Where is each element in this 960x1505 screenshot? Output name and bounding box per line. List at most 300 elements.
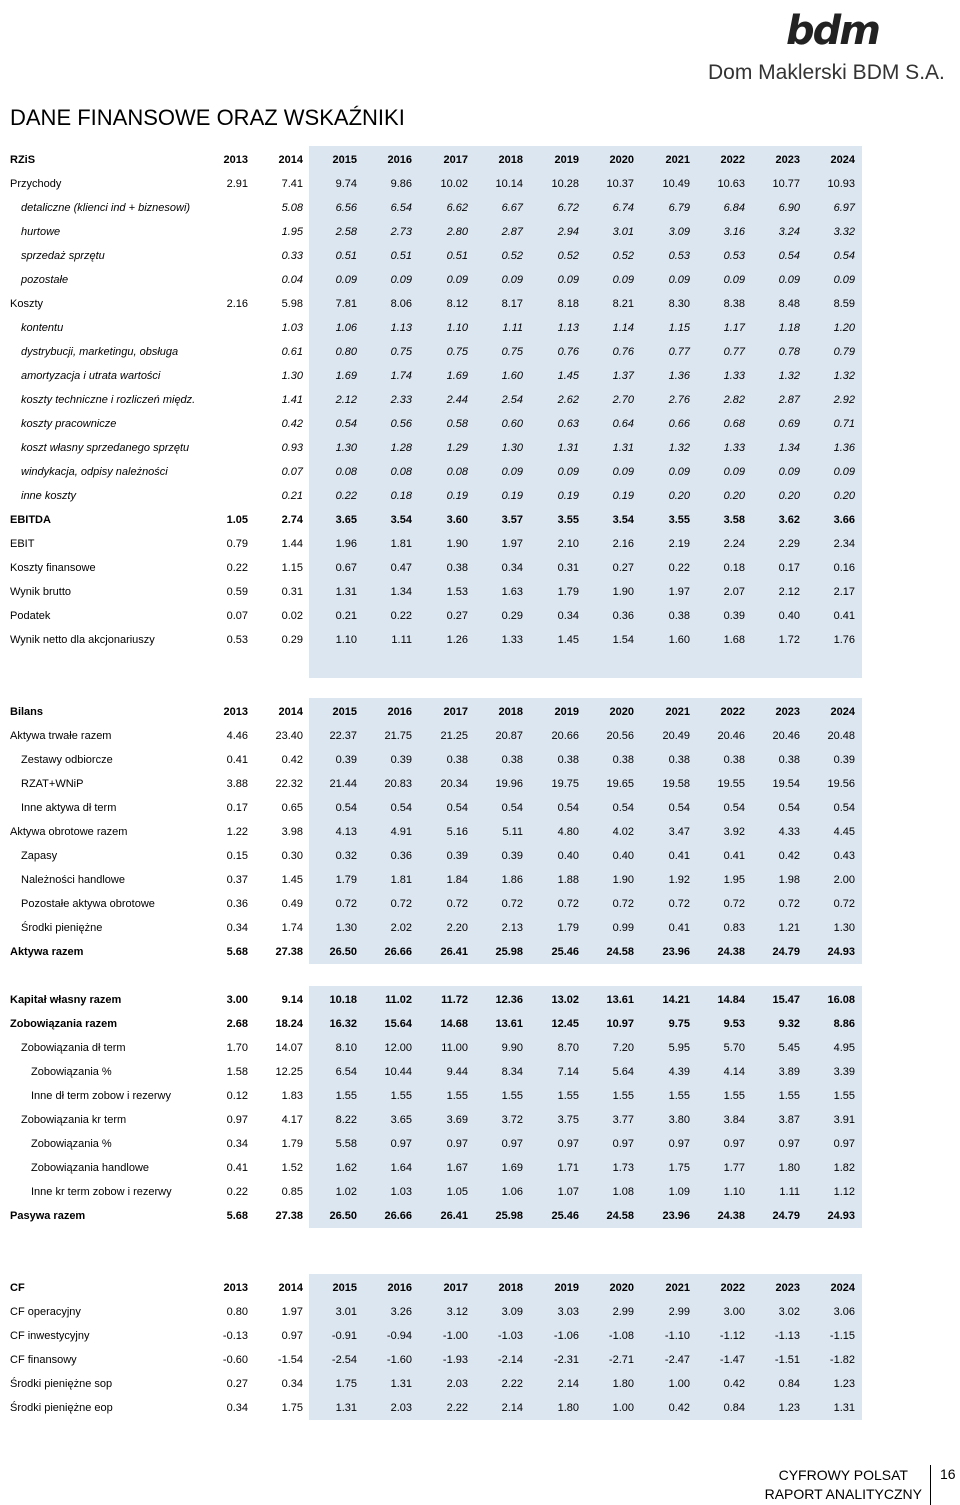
table-cell: 0.42 xyxy=(723,1378,745,1390)
table-cell: 1.33 xyxy=(723,370,745,382)
table-cell: 1.90 xyxy=(612,874,634,886)
table-cell: 0.97 xyxy=(612,1138,634,1150)
table-cell: 8.86 xyxy=(833,1018,855,1030)
table-cell: -1.51 xyxy=(774,1354,800,1366)
table-cell: 0.97 xyxy=(281,1330,303,1342)
table-cell: 2.62 xyxy=(557,394,579,406)
table-cell: 2021 xyxy=(665,706,690,718)
table-cell: 4.80 xyxy=(557,826,579,838)
table-cell: 0.41 xyxy=(226,754,248,766)
row-label: koszty pracownicze xyxy=(21,418,117,430)
table-cell: 0.27 xyxy=(226,1378,248,1390)
table-cell: 0.40 xyxy=(778,610,800,622)
table-cell: 1.95 xyxy=(723,874,745,886)
table-cell: 25.46 xyxy=(551,946,579,958)
table-cell: 0.52 xyxy=(501,250,523,262)
table-cell: 3.88 xyxy=(226,778,248,790)
table-cell: 2021 xyxy=(665,1282,690,1294)
table-cell: 10.18 xyxy=(329,994,357,1006)
row-label: koszty techniczne i rozliczeń międz. xyxy=(21,394,196,406)
footer-report-type: RAPORT ANALITYCZNY xyxy=(764,1486,922,1502)
table-cell: 3.12 xyxy=(446,1306,468,1318)
row-label: EBIT xyxy=(10,538,35,550)
table-cell: 0.54 xyxy=(335,802,357,814)
table-cell: 0.07 xyxy=(281,466,303,478)
table-cell: -2.54 xyxy=(331,1354,357,1366)
table-row xyxy=(0,508,960,532)
table-cell: 3.55 xyxy=(668,514,690,526)
row-label: amortyzacja i utrata wartości xyxy=(21,370,161,382)
table-cell: 3.16 xyxy=(723,226,745,238)
table-cell: -1.47 xyxy=(719,1354,745,1366)
table-row xyxy=(0,940,960,964)
table-cell: 0.66 xyxy=(668,418,690,430)
row-label: Należności handlowe xyxy=(21,874,125,886)
row-label: pozostałe xyxy=(21,274,69,286)
table-cell: 6.84 xyxy=(723,202,745,214)
table-cell: 20.87 xyxy=(495,730,523,742)
table-cell: 2015 xyxy=(332,706,357,718)
table-cell: 8.12 xyxy=(446,298,468,310)
table-cell: 1.54 xyxy=(612,634,634,646)
table-cell: 26.41 xyxy=(440,1210,468,1222)
table-cell: 19.56 xyxy=(827,778,855,790)
table-cell: 1.29 xyxy=(446,442,468,454)
table-cell: 0.20 xyxy=(778,490,800,502)
table-cell: 2023 xyxy=(775,706,800,718)
table-cell: 1.02 xyxy=(335,1186,357,1198)
table-cell: 2.76 xyxy=(668,394,690,406)
table-cell: 1.79 xyxy=(335,874,357,886)
table-row xyxy=(0,1372,960,1396)
table-cell: 1.79 xyxy=(557,586,579,598)
table-cell: 2.02 xyxy=(390,922,412,934)
table-cell: 1.07 xyxy=(557,1186,579,1198)
table-cell: 3.01 xyxy=(335,1306,357,1318)
table-cell: 0.21 xyxy=(281,490,303,502)
table-cell: 0.33 xyxy=(281,250,303,262)
table-cell: 2.12 xyxy=(778,586,800,598)
table-cell: 0.39 xyxy=(723,610,745,622)
table-cell: 0.09 xyxy=(612,466,634,478)
table-cell: 2018 xyxy=(498,706,523,718)
table-cell: 1.41 xyxy=(281,394,303,406)
table-cell: 0.61 xyxy=(281,346,303,358)
table-cell: 2013 xyxy=(223,154,248,166)
table-cell: 1.95 xyxy=(281,226,303,238)
table-cell: 0.08 xyxy=(390,466,412,478)
table-cell: 0.39 xyxy=(446,850,468,862)
table-cell: 0.38 xyxy=(723,754,745,766)
table-row xyxy=(0,604,960,628)
table-cell: 1.90 xyxy=(446,538,468,550)
table-cell: 2019 xyxy=(554,706,579,718)
table-cell: 2.16 xyxy=(612,538,634,550)
table-cell: 1.64 xyxy=(390,1162,412,1174)
table-cell: 8.59 xyxy=(833,298,855,310)
table-cell: 0.29 xyxy=(501,610,523,622)
table-cell: 0.65 xyxy=(281,802,303,814)
table-cell: 1.79 xyxy=(557,922,579,934)
table-cell: 0.41 xyxy=(833,610,855,622)
table-row xyxy=(0,820,960,844)
table-cell: 2.07 xyxy=(723,586,745,598)
table-cell: 2.33 xyxy=(390,394,412,406)
table-row xyxy=(0,1348,960,1372)
table-cell: 1.30 xyxy=(335,922,357,934)
table-cell: 1.30 xyxy=(281,370,303,382)
table-cell: 3.06 xyxy=(833,1306,855,1318)
pasywa-table xyxy=(0,988,960,1228)
table-cell: 1.75 xyxy=(281,1402,303,1414)
table-cell: 0.47 xyxy=(390,562,412,574)
table-cell: 0.09 xyxy=(390,274,412,286)
table-cell: 0.22 xyxy=(335,490,357,502)
table-cell: 10.14 xyxy=(495,178,523,190)
table-cell: 2.17 xyxy=(833,586,855,598)
table-cell: -2.47 xyxy=(664,1354,690,1366)
table-cell: 1.55 xyxy=(778,1090,800,1102)
table-cell: 1.74 xyxy=(281,922,303,934)
table-cell: 1.68 xyxy=(723,634,745,646)
table-cell: 24.58 xyxy=(606,1210,634,1222)
table-row xyxy=(0,1324,960,1348)
row-label: hurtowe xyxy=(21,226,61,238)
table-cell: 1.34 xyxy=(390,586,412,598)
table-cell: 1.05 xyxy=(446,1186,468,1198)
table-cell: 1.75 xyxy=(668,1162,690,1174)
table-cell: 3.91 xyxy=(833,1114,855,1126)
table-cell: 6.79 xyxy=(668,202,690,214)
table-cell: 0.51 xyxy=(446,250,468,262)
table-cell: 1.33 xyxy=(723,442,745,454)
table-cell: 0.16 xyxy=(833,562,855,574)
table-cell: 2.22 xyxy=(446,1402,468,1414)
table-cell: 14.07 xyxy=(275,1042,303,1054)
table-cell: 20.48 xyxy=(827,730,855,742)
table-cell: 1.76 xyxy=(833,634,855,646)
table-cell: 1.33 xyxy=(501,634,523,646)
table-cell: 0.09 xyxy=(446,274,468,286)
table-cell: 2023 xyxy=(775,1282,800,1294)
row-label: Zobowiązania razem xyxy=(10,1018,117,1030)
table-cell: 0.22 xyxy=(226,562,248,574)
table-cell: 1.20 xyxy=(833,322,855,334)
table-cell: 19.75 xyxy=(551,778,579,790)
table-cell: 0.20 xyxy=(833,490,855,502)
table-cell: 1.00 xyxy=(668,1378,690,1390)
table-cell: 0.42 xyxy=(281,754,303,766)
table-cell: 14.21 xyxy=(662,994,690,1006)
table-cell: 0.09 xyxy=(501,274,523,286)
table-cell: 0.32 xyxy=(335,850,357,862)
table-cell: 1.08 xyxy=(612,1186,634,1198)
table-cell: 3.62 xyxy=(778,514,800,526)
table-cell: 1.55 xyxy=(833,1090,855,1102)
table-row xyxy=(0,988,960,1012)
table-cell: 1.34 xyxy=(778,442,800,454)
table-cell: -2.71 xyxy=(608,1354,634,1366)
table-cell: 25.98 xyxy=(495,946,523,958)
table-cell: 4.95 xyxy=(833,1042,855,1054)
table-cell: 1.81 xyxy=(390,874,412,886)
logo-mark-text: bdm xyxy=(786,8,879,54)
table-cell: 0.09 xyxy=(557,274,579,286)
table-cell: 1.58 xyxy=(226,1066,248,1078)
row-label: koszt własny sprzedanego sprzętu xyxy=(21,442,190,454)
table-row xyxy=(0,220,960,244)
table-cell: 1.31 xyxy=(833,1402,855,1414)
table-cell: 0.19 xyxy=(446,490,468,502)
table-cell: 3.02 xyxy=(778,1306,800,1318)
table-cell: 6.97 xyxy=(833,202,855,214)
table-cell: 5.68 xyxy=(226,946,248,958)
table-cell: 16.32 xyxy=(329,1018,357,1030)
table-cell: 1.69 xyxy=(335,370,357,382)
table-row xyxy=(0,532,960,556)
table-cell: 10.49 xyxy=(662,178,690,190)
table-cell: 0.19 xyxy=(501,490,523,502)
table-cell: 0.20 xyxy=(668,490,690,502)
table-cell: 0.72 xyxy=(778,898,800,910)
table-cell: 2.99 xyxy=(612,1306,634,1318)
table-cell: 0.97 xyxy=(501,1138,523,1150)
table-cell: 1.11 xyxy=(779,1186,800,1198)
table-cell: 4.46 xyxy=(226,730,248,742)
table-cell: 3.80 xyxy=(668,1114,690,1126)
row-label: detaliczne (klienci ind + biznesowi) xyxy=(21,202,191,214)
table-cell: 3.75 xyxy=(557,1114,579,1126)
table-cell: 2016 xyxy=(387,1282,412,1294)
table-cell: 2.70 xyxy=(612,394,634,406)
table-cell: 0.54 xyxy=(833,802,855,814)
table-cell: 0.15 xyxy=(226,850,248,862)
table-cell: 2.80 xyxy=(446,226,468,238)
table-cell: 1.96 xyxy=(335,538,357,550)
table-cell: 1.55 xyxy=(501,1090,523,1102)
table-row xyxy=(0,772,960,796)
table-cell: 0.17 xyxy=(226,802,248,814)
table-row xyxy=(0,1084,960,1108)
table-cell: -1.93 xyxy=(442,1354,468,1366)
table-cell: 4.91 xyxy=(390,826,412,838)
table-cell: 1.13 xyxy=(390,322,412,334)
table-cell: 21.75 xyxy=(384,730,412,742)
table-cell: 1.55 xyxy=(723,1090,745,1102)
page-title: DANE FINANSOWE ORAZ WSKAŹNIKI xyxy=(10,105,405,130)
table-cell: 3.32 xyxy=(833,226,855,238)
table-cell: 11.00 xyxy=(441,1042,468,1054)
table-cell: 1.70 xyxy=(226,1042,248,1054)
table-cell: 0.72 xyxy=(612,898,634,910)
table-cell: 0.56 xyxy=(390,418,412,430)
table-cell: 1.74 xyxy=(390,370,412,382)
table-cell: 0.18 xyxy=(390,490,412,502)
table-cell: 2018 xyxy=(498,1282,523,1294)
table-cell: 0.54 xyxy=(390,802,412,814)
table-cell: 1.55 xyxy=(335,1090,357,1102)
table-row xyxy=(0,1036,960,1060)
table-cell: 0.42 xyxy=(778,850,800,862)
row-label: kontentu xyxy=(21,322,64,334)
table-cell: 1.45 xyxy=(557,370,579,382)
table-cell: -1.08 xyxy=(608,1330,634,1342)
table-cell: 7.41 xyxy=(281,178,303,190)
table-cell: 0.72 xyxy=(668,898,690,910)
row-label: Środki pieniężne xyxy=(21,922,103,934)
table-cell: 3.09 xyxy=(668,226,690,238)
table-cell: 12.45 xyxy=(551,1018,579,1030)
table-cell: 15.47 xyxy=(772,994,800,1006)
table-cell: 0.97 xyxy=(226,1114,248,1126)
table-cell: 3.69 xyxy=(446,1114,468,1126)
table-cell: 1.31 xyxy=(612,442,634,454)
table-cell: 1.81 xyxy=(390,538,412,550)
table-cell: 0.78 xyxy=(778,346,800,358)
table-cell: 0.41 xyxy=(723,850,745,862)
table-cell: 1.15 xyxy=(668,322,690,334)
table-cell: 0.79 xyxy=(226,538,248,550)
table-cell: 0.38 xyxy=(501,754,523,766)
table-cell: 0.54 xyxy=(723,802,745,814)
logo-text: Dom Maklerski BDM S.A. xyxy=(708,61,945,84)
table-cell: 10.44 xyxy=(384,1066,412,1078)
table-cell: 0.72 xyxy=(446,898,468,910)
table-cell: 0.54 xyxy=(833,250,855,262)
table-cell: 24.93 xyxy=(827,946,855,958)
table-cell: 1.83 xyxy=(281,1090,303,1102)
table-row xyxy=(0,484,960,508)
table-cell: 23.96 xyxy=(662,946,690,958)
table-cell: 3.98 xyxy=(281,826,303,838)
header-row xyxy=(0,1276,960,1300)
table-cell: 0.19 xyxy=(557,490,579,502)
table-cell: 0.51 xyxy=(335,250,357,262)
table-cell: 27.38 xyxy=(275,946,303,958)
table-cell: 0.83 xyxy=(723,922,745,934)
table-cell: -1.15 xyxy=(829,1330,855,1342)
table-cell: 0.77 xyxy=(723,346,745,358)
table-cell: 1.30 xyxy=(501,442,523,454)
row-label: Koszty xyxy=(10,298,44,310)
table-cell: 1.13 xyxy=(557,322,579,334)
table-cell: 3.00 xyxy=(226,994,248,1006)
row-label: Inne aktywa dł term xyxy=(21,802,117,814)
table-cell: 1.53 xyxy=(446,586,468,598)
table-cell: 3.24 xyxy=(778,226,800,238)
row-label: CF xyxy=(10,1282,25,1294)
row-label: Zobowiązania kr term xyxy=(21,1114,127,1126)
row-label: Zobowiązania % xyxy=(31,1066,112,1078)
table-cell: 2.14 xyxy=(557,1378,579,1390)
table-cell: 9.74 xyxy=(335,178,357,190)
table-cell: 8.18 xyxy=(557,298,579,310)
table-cell: 0.21 xyxy=(335,610,357,622)
table-cell: 1.10 xyxy=(723,1186,745,1198)
table-cell: 3.65 xyxy=(335,514,357,526)
table-row xyxy=(0,1300,960,1324)
table-cell: 23.96 xyxy=(662,1210,690,1222)
table-cell: 5.11 xyxy=(502,826,523,838)
table-cell: 1.90 xyxy=(612,586,634,598)
table-cell: 3.55 xyxy=(557,514,579,526)
table-cell: 2.13 xyxy=(501,922,523,934)
table-cell: 0.12 xyxy=(226,1090,248,1102)
table-cell: 2019 xyxy=(554,1282,579,1294)
table-cell: 2.03 xyxy=(446,1378,468,1390)
table-cell: 0.54 xyxy=(668,802,690,814)
table-cell: 5.98 xyxy=(281,298,303,310)
table-cell: -0.91 xyxy=(331,1330,357,1342)
table-cell: 1.06 xyxy=(335,322,357,334)
table-cell: 0.09 xyxy=(778,466,800,478)
table-cell: 0.20 xyxy=(723,490,745,502)
table-cell: 1.92 xyxy=(668,874,690,886)
table-cell: 4.17 xyxy=(281,1114,303,1126)
table-cell: 13.61 xyxy=(495,1018,523,1030)
table-cell: 10.97 xyxy=(606,1018,634,1030)
table-cell: 1.14 xyxy=(612,322,634,334)
table-cell: 0.38 xyxy=(668,610,690,622)
table-cell: 24.38 xyxy=(717,946,745,958)
table-cell: 2.91 xyxy=(226,178,248,190)
table-cell: 1.12 xyxy=(833,1186,855,1198)
logo-mark xyxy=(786,8,879,54)
table-cell: 2013 xyxy=(223,1282,248,1294)
table-cell: 0.59 xyxy=(226,586,248,598)
table-cell: 0.80 xyxy=(226,1306,248,1318)
table-cell: 2.73 xyxy=(390,226,412,238)
row-label: Zestawy odbiorcze xyxy=(21,754,113,766)
table-cell: -1.60 xyxy=(386,1354,412,1366)
table-row xyxy=(0,1012,960,1036)
row-label: RZiS xyxy=(10,154,36,166)
table-cell: 0.58 xyxy=(446,418,468,430)
table-cell: 10.93 xyxy=(827,178,855,190)
table-cell: 1.45 xyxy=(281,874,303,886)
table-cell: 1.31 xyxy=(557,442,579,454)
table-cell: 1.36 xyxy=(668,370,690,382)
table-cell: 0.39 xyxy=(390,754,412,766)
table-cell: 6.54 xyxy=(335,1066,357,1078)
table-cell: 2023 xyxy=(775,154,800,166)
table-cell: 3.58 xyxy=(723,514,745,526)
table-cell: 10.63 xyxy=(717,178,745,190)
table-cell: 0.34 xyxy=(557,610,579,622)
table-cell: 0.34 xyxy=(501,562,523,574)
cf-table xyxy=(0,1276,960,1420)
table-cell: 2014 xyxy=(278,154,303,166)
table-cell: 8.70 xyxy=(557,1042,579,1054)
table-cell: 0.72 xyxy=(390,898,412,910)
table-cell: 0.36 xyxy=(612,610,634,622)
row-label: dystrybucji, marketingu, obsługa xyxy=(21,346,179,358)
table-cell: -0.94 xyxy=(386,1330,412,1342)
table-cell: 1.55 xyxy=(612,1090,634,1102)
table-cell: 1.21 xyxy=(778,922,800,934)
table-cell: 0.07 xyxy=(226,610,248,622)
table-cell: 0.60 xyxy=(501,418,523,430)
table-cell: 2014 xyxy=(278,1282,303,1294)
table-cell: 0.54 xyxy=(557,802,579,814)
table-cell: 0.08 xyxy=(446,466,468,478)
table-cell: 2019 xyxy=(554,154,579,166)
table-cell: 0.52 xyxy=(557,250,579,262)
table-cell: 4.39 xyxy=(668,1066,690,1078)
table-cell: 0.31 xyxy=(557,562,579,574)
company-logo xyxy=(700,8,950,88)
table-cell: 0.09 xyxy=(335,274,357,286)
